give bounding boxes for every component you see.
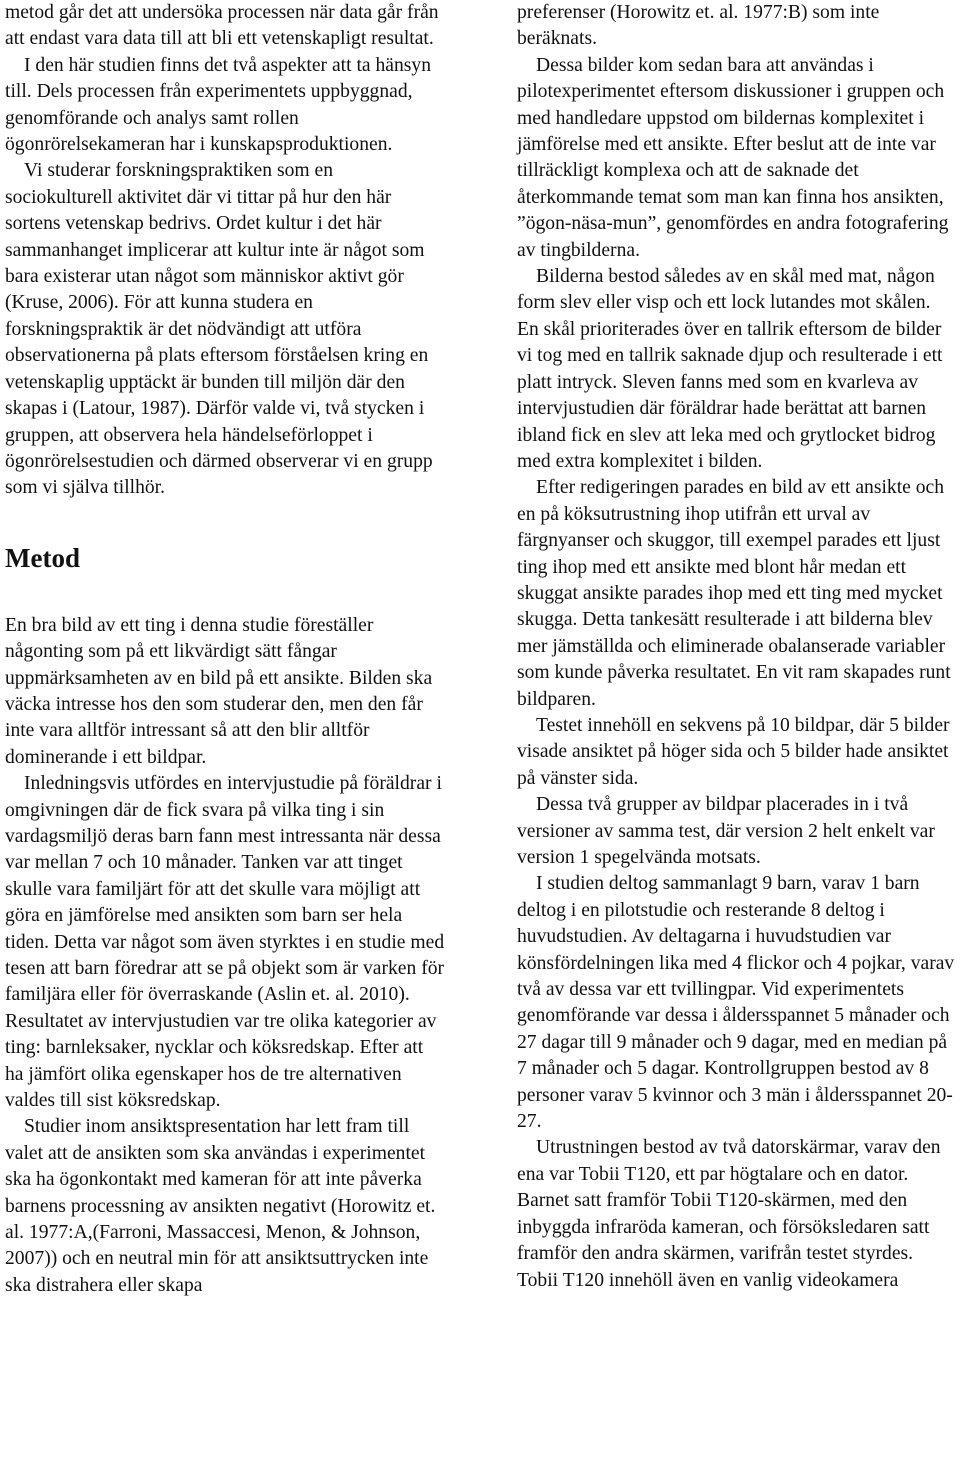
left-column xyxy=(5,0,445,1299)
paragraph: Testet innehöll en sekvens på 10 bildpar, där 5 bilder visade ansiktet på höger sida och 5 bilder hade ansiktet på vänster sida. xyxy=(517,714,950,789)
paragraph: Dessa bilder kom sedan bara att användas i pilotexperimentet eftersom diskussioner i gruppen och med handledare uppstod om bildernas komplexitet i jämförelse med ett ansikte. Efter beslut att de inte var tillräckligt komplexa och att de saknade det återkommande temat som man kan finna hos ansikten, ”ögon-näsa-mun”, genomfördes en andra fotografering av tingbilderna. xyxy=(517,54,949,261)
paragraph: Efter redigeringen parades en bild av ett ansikte och en på köksutrustning ihop utifrån ett urval av färgnyanser och skuggor, till exempel parades ett ljust ting ihop med ett ansikte med blont hår medan ett skuggat ansikte parades ihop med ett ting med mycket skugga. Detta tankesätt resulterade i att bilderna blev mer jämställda och eliminerade obalanserade variabler som kunde påverka resultatet. En vit ram skapades runt bildparen. xyxy=(517,477,951,710)
section-heading-metod: Metod xyxy=(5,542,80,573)
paragraph: Studier inom ansiktspresentation har lett fram till valet att de ansikten som ska användas i experimentet ska ha ögonkontakt med kameran för att inte påverka barnens processning av ansikten negativt (Horowitz et. al. 1977:A,(Farroni, Massaccesi, Menon, & Johnson, 2007)) och en neutral min för att ansiktsuttrycken inte ska distrahera eller skapa xyxy=(5,1116,436,1296)
paragraph: Utrustningen bestod av två datorskärmar, varav den ena var Tobii T120, ett par högtalare och en dator. Barnet satt framför Tobii T120-skärmen, med den inbyggda infraröda kameran, och försöksledaren satt framför den andra skärmen, varifrån testet styrdes. Tobii T120 innehöll även en vanlig videokamera xyxy=(517,1137,941,1291)
paragraph: preferenser (Horowitz et. al. 1977:B) som inte beräknats. xyxy=(517,2,880,50)
paragraph: I den här studien finns det två aspekter att ta hänsyn till. Dels processen från experimentets uppbyggnad, genomförande och analys samt rollen ögonrörelsekameran har i kunskapsproduktionen. xyxy=(5,54,431,156)
paragraph: I studien deltog sammanlagt 9 barn, varav 1 barn deltog i en pilotstudie och resterande 8 deltog i huvudstudien. Av deltagarna i huvudstudien var könsfördelningen lika med 4 flickor och 4 pojkar, varav två av dessa var ett tvillingpar. Vid experimentets genomförande var dessa i åldersspannet 5 månader och 27 dagar till 9 månader och 9 dagar, med en median på 7 månader och 5 dagar. Kontrollgruppen bestod av 8 personer varav 5 kvinnor och 3 män i åldersspannet 20-27. xyxy=(517,873,955,1133)
paragraph: Inledningsvis utfördes en intervjustudie på föräldrar i omgivningen där de fick svara på vilka ting i sin vardagsmiljö deras barn fann mest intressanta när dessa var mellan 7 och 10 månader. Tanken var att tinget skulle vara familjärt för att det skulle vara möjligt att göra en jämförelse med ansikten som barn ser hela tiden. Detta var något som även styrktes i en studie med tesen att barn föredrar att se på objekt som är varken för familjära eller för överraskande (Aslin et. al. 2010). Resultatet av intervjustudien var tre olika kategorier av ting: barnleksaker, nycklar och köksredskap. Efter att ha jämfört olika egenskaper hos de tre alternativen valdes till sist köksredskap. xyxy=(5,773,445,1112)
paragraph: Dessa två grupper av bildpar placerades in i två versioner av samma test, där version 2 helt enkelt var version 1 spegelvända motsats. xyxy=(517,794,935,868)
paragraph: Bilderna bestod således av en skål med mat, någon form slev eller visp och ett lock lutandes mot skålen. En skål prioriterades över en tallrik eftersom de bilder vi tog med en tallrik saknade djup och resulterade i ett platt intryck. Sleven fanns med som en kvarleva av intervjustudien där föräldrar hade berättat att barnen ibland fick en slev att leka med och grytlocket bidrog med extra komplexitet i bilden. xyxy=(517,266,943,472)
paragraph: Vi studerar forskningspraktiken som en sociokulturell aktivitet där vi tittar på hur den här sortens vetenskap bedrivs. Ordet kultur i det här sammanhanget implicerar att kultur inte är något som bara existerar utan något som människor aktivt gör (Kruse, 2006). För att kunna studera en forskningspraktik är det nödvändigt att utföra observationerna på plats eftersom förståelsen kring en vetenskaplig upptäckt är bunden till miljön där den skapas i (Latour, 1987). Därför valde vi, två stycken i gruppen, att observera hela händelseförloppet i ögonrörelsestudien och därmed observerar vi en grupp som vi själva tillhör. xyxy=(5,160,433,499)
paragraph: metod går det att undersöka processen när data går från att endast vara data till att bli ett vetenskapligt resultat. xyxy=(5,2,439,50)
right-column xyxy=(517,0,957,1294)
paragraph: En bra bild av ett ting i denna studie föreställer någonting som på ett likvärdigt sätt fångar uppmärksamheten av en bild på ett ansikte. Bilden ska väcka intresse hos den som studerar den, men den får inte vara alltför intressant så att den blir alltför dominerande i ett bildpar. xyxy=(5,614,433,768)
